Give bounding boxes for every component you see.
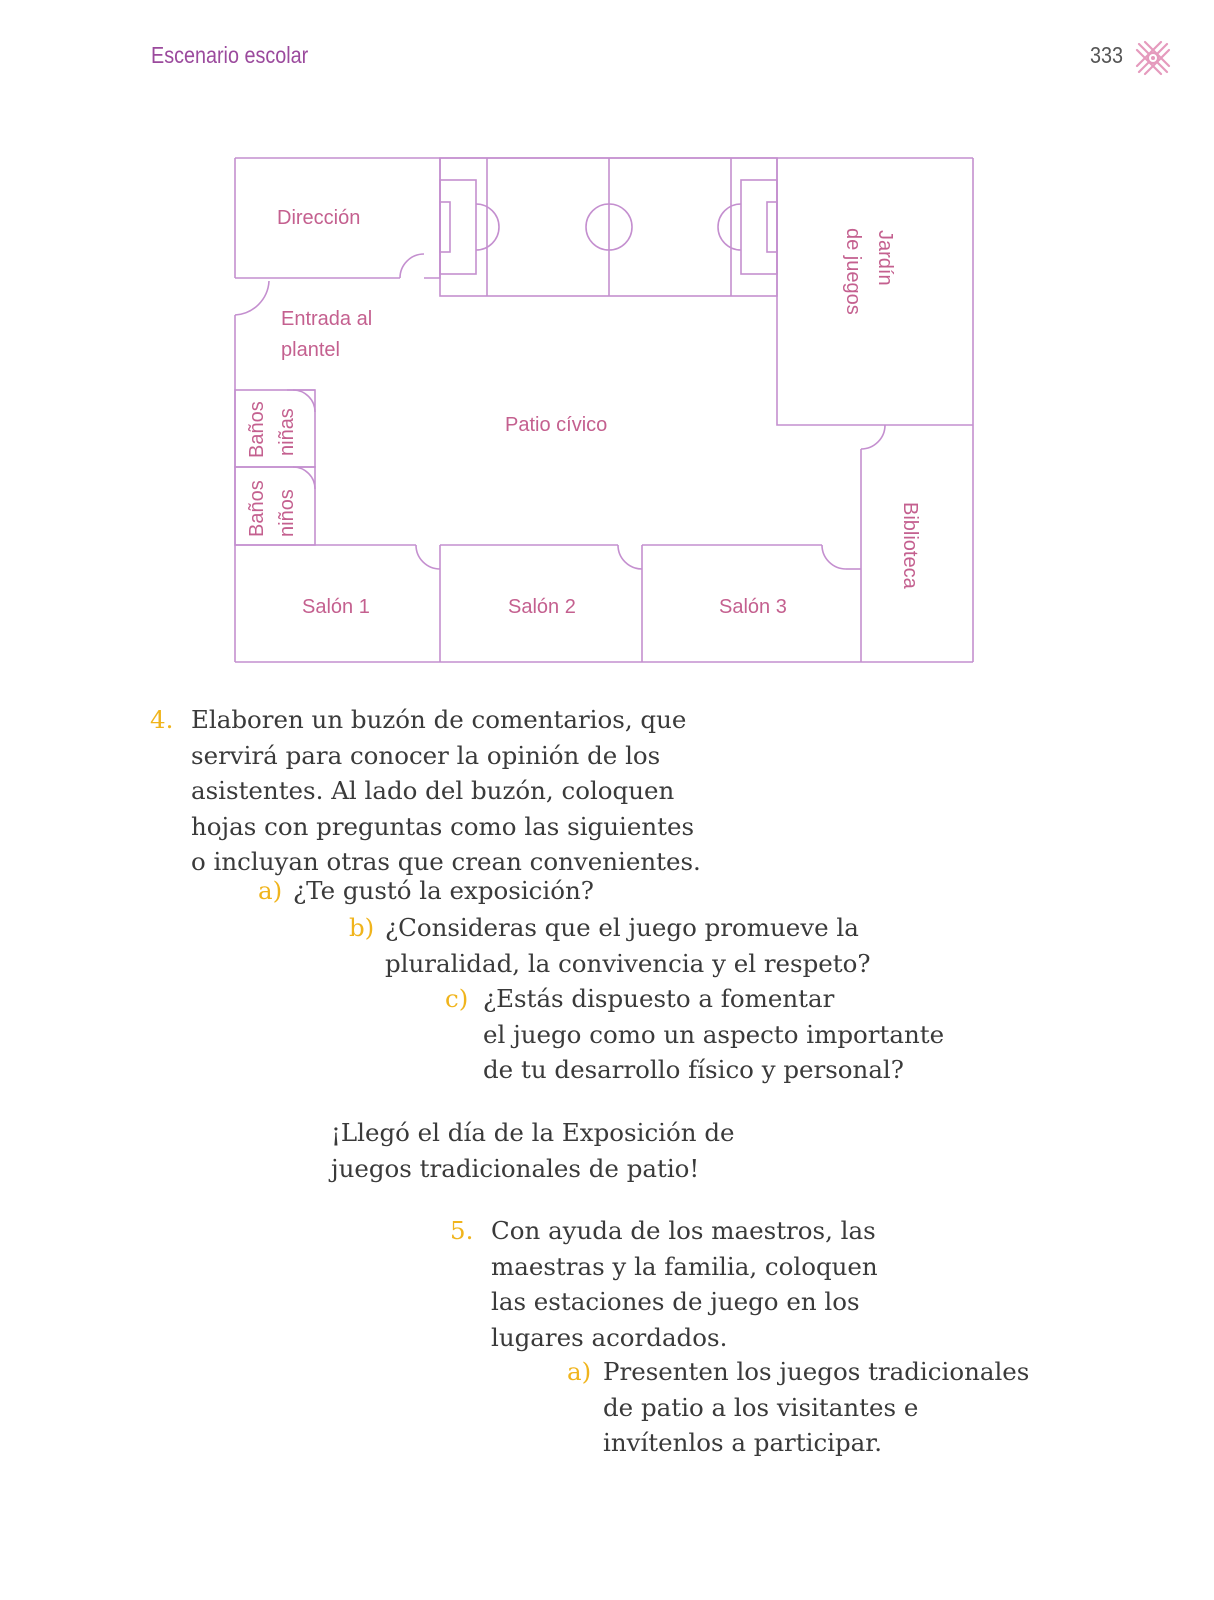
label-jardin-2: de juegos <box>842 228 864 315</box>
label-salon-3: Salón 3 <box>719 596 787 618</box>
school-floor-plan <box>225 150 985 670</box>
item-4-question-b <box>349 910 871 981</box>
section-title: Escenario escolar <box>151 42 309 68</box>
item-4-line: Elaboren un buzón de comentarios, que <box>191 705 687 734</box>
page-number: 333 <box>1090 42 1124 68</box>
step-a-line: invítenlos a participar. <box>603 1428 883 1457</box>
question-c-line: el juego como un aspecto importante <box>483 1019 945 1049</box>
item-5-line: lugares acordados. <box>491 1322 728 1352</box>
question-b-letter: b) <box>349 913 375 942</box>
label-banos-ninos-1: Baños <box>246 480 268 537</box>
item-5-step-a <box>567 1354 1029 1461</box>
item-5-number: 5. <box>450 1216 474 1245</box>
item-4-question-c <box>445 981 944 1088</box>
label-salon-1: Salón 1 <box>302 596 370 618</box>
step-a-line: Presenten los juegos tradicionales <box>603 1357 1030 1386</box>
label-banos-ninas-2: niñas <box>276 408 298 456</box>
label-direccion: Dirección <box>277 207 361 229</box>
question-c-line: ¿Estás dispuesto a fomentar <box>483 984 835 1013</box>
announcement-line: juegos tradicionales de patio! <box>331 1153 700 1183</box>
decorative-star-icon <box>1135 40 1171 76</box>
label-salon-2: Salón 2 <box>508 596 576 618</box>
label-banos-ninos-2: niños <box>276 489 298 537</box>
item-4-line: servirá para conocer la opinión de los <box>191 740 661 770</box>
item-4-line: o incluyan otras que crean convenientes. <box>191 847 701 876</box>
label-biblioteca: Biblioteca <box>899 502 921 589</box>
question-b-line: pluralidad, la convivencia y el respeto? <box>385 948 871 978</box>
step-a-line: de patio a los visitantes e <box>603 1392 919 1422</box>
item-4-line: asistentes. Al lado del buzón, coloquen <box>191 776 675 805</box>
question-a-line: ¿Te gustó la exposición? <box>293 876 594 905</box>
question-b-line: ¿Consideras que el juego promueve la <box>385 913 859 942</box>
item-4 <box>150 702 701 880</box>
label-banos-ninas-1: Baños <box>246 401 268 458</box>
item-4-line: hojas con preguntas como las siguientes <box>191 811 695 841</box>
question-c-line: de tu desarrollo físico y personal? <box>483 1055 904 1084</box>
announcement-line: ¡Llegó el día de la Exposición de <box>331 1118 735 1147</box>
item-4-question-a <box>258 873 594 909</box>
label-entrada-2: plantel <box>281 339 340 361</box>
item-5-line: Con ayuda de los maestros, las <box>491 1216 876 1245</box>
announcement <box>331 1115 735 1186</box>
label-patio: Patio cívico <box>505 414 608 436</box>
question-a-letter: a) <box>258 876 283 905</box>
label-jardin-1: Jardín <box>874 230 896 286</box>
item-4-number: 4. <box>150 705 174 734</box>
item-5 <box>450 1213 878 1355</box>
item-5-line: maestras y la familia, coloquen <box>491 1251 878 1281</box>
step-a-letter: a) <box>567 1357 592 1386</box>
question-c-letter: c) <box>445 984 469 1013</box>
item-5-line: las estaciones de juego en los <box>491 1287 860 1316</box>
label-entrada-1: Entrada al <box>281 308 373 330</box>
